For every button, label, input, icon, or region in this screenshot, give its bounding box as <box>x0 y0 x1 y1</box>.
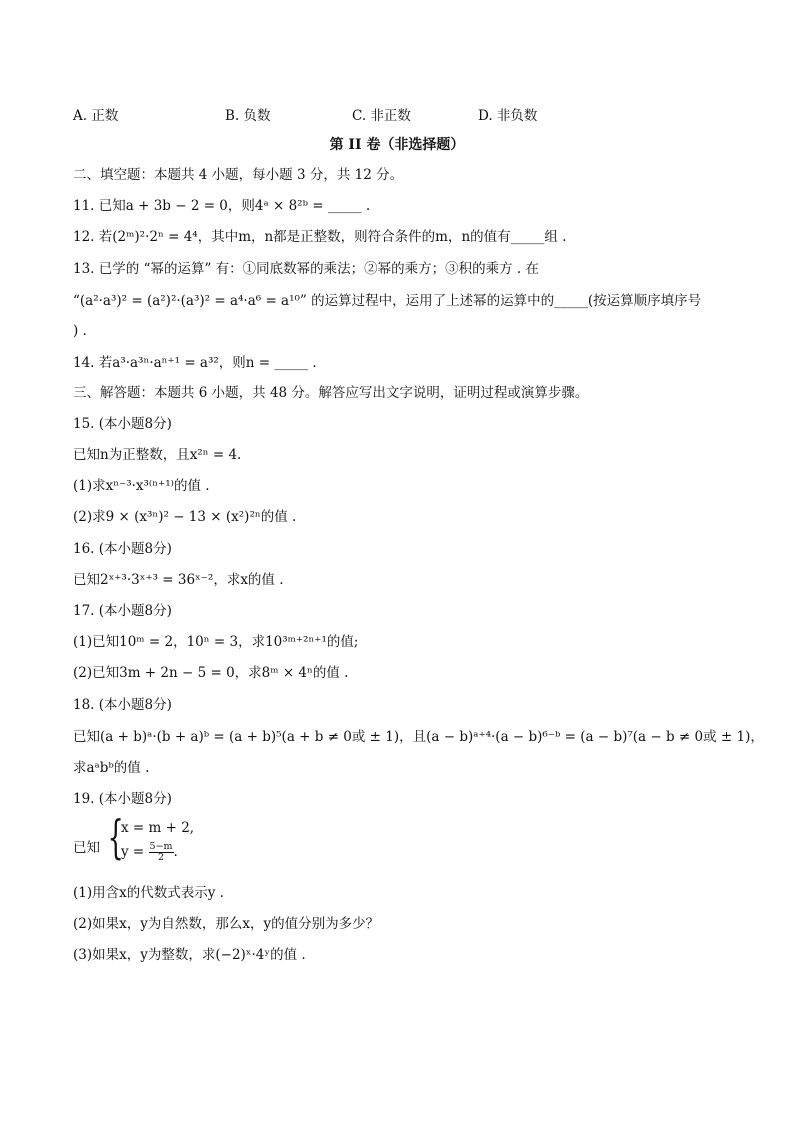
question-19-given-label: 已知 <box>73 840 100 856</box>
question-15-part1: (1)求xⁿ⁻³·x³⁽ⁿ⁺¹⁾的值 . <box>73 478 210 494</box>
equation-y-lhs: y = <box>121 844 145 860</box>
option-a: A. 正数 <box>73 108 119 124</box>
fill-section-heading: 二、填空题：本题共 4 小题，每小题 3 分，共 12 分。 <box>73 167 404 183</box>
left-brace: { <box>107 810 124 864</box>
fraction <box>149 842 174 863</box>
equation-x: x = m + 2, <box>121 820 195 836</box>
question-17-heading: 17. (本小题8分) <box>73 603 172 619</box>
question-16-body: 已知2ˣ⁺³·3ˣ⁺³ = 36ˣ⁻²，求x的值 . <box>73 572 284 588</box>
part2-title: 第 II 卷（非选择题） <box>329 137 465 153</box>
question-11: 11. 已知a + 3b − 2 = 0，则4ᵃ × 8²ᵇ = _____ . <box>73 198 371 214</box>
question-15-heading: 15. (本小题8分) <box>73 416 172 432</box>
fraction-numerator: 5−m <box>149 841 173 852</box>
question-13-line1: 13. 已学的 “幂的运算” 有：①同底数幂的乘法；②幂的乘方；③积的乘方 . 在 <box>73 261 540 277</box>
question-17-part1: (1)已知10ᵐ = 2，10ⁿ = 3，求10³ᵐ⁺²ⁿ⁺¹的值; <box>73 634 359 650</box>
question-18-body-line2: 求aᵃbᵇ的值 . <box>73 760 150 776</box>
question-13-line2: “(a²·a³)² = (a²)²·(a³)² = a⁴·a⁶ = a¹⁰” 的运算过程中，运用了上述幂的运算中的_____(按运算顺序填序号 <box>73 293 702 309</box>
fraction-denominator: 2 <box>158 852 165 863</box>
solve-section-heading: 三、解答题：本题共 6 小题，共 48 分。解答应写出文字说明，证明过程或演算步骤。 <box>73 385 589 401</box>
question-17-part2: (2)已知3m + 2n − 5 = 0，求8ᵐ × 4ⁿ的值 . <box>73 665 349 681</box>
question-15-part2: (2)求9 × (x³ⁿ)² − 13 × (x²)²ⁿ的值 . <box>73 509 297 525</box>
option-c: C. 非正数 <box>352 108 411 124</box>
question-13-line3: ) . <box>73 323 87 339</box>
question-19-part3: (3)如果x，y为整数，求(−2)ˣ·4ʸ的值 . <box>73 947 306 963</box>
question-19-part2: (2)如果x，y为自然数，那么x，y的值分别为多少？ <box>73 916 380 932</box>
option-d: D. 非负数 <box>478 108 538 124</box>
question-12: 12. 若(2ᵐ)²·2ⁿ = 4⁴，其中m，n都是正整数，则符合条件的m，n的值有_____组 . <box>73 229 567 245</box>
option-b: B. 负数 <box>225 108 271 124</box>
equation-y-period: . <box>173 844 178 860</box>
equation-y <box>121 842 178 863</box>
question-18-heading: 18. (本小题8分) <box>73 697 172 713</box>
question-19-heading: 19. (本小题8分) <box>73 791 172 807</box>
question-15-given: 已知n为正整数，且x²ⁿ = 4. <box>73 447 242 463</box>
question-14: 14. 若a³·a³ⁿ·aⁿ⁺¹ = a³²，则n = _____ . <box>73 355 317 371</box>
question-16-heading: 16. (本小题8分) <box>73 541 172 557</box>
question-19-part1: (1)用含x的代数式表示y . <box>73 885 224 901</box>
question-18-body-line1: 已知(a + b)ᵃ·(b + a)ᵇ = (a + b)⁵(a + b ≠ 0或 ± 1)，且(a − b)ᵃ⁺⁴·(a − b)⁶⁻ᵇ = (a − b)⁷(a − b ≠ 0或 ± 1)， <box>73 729 764 745</box>
